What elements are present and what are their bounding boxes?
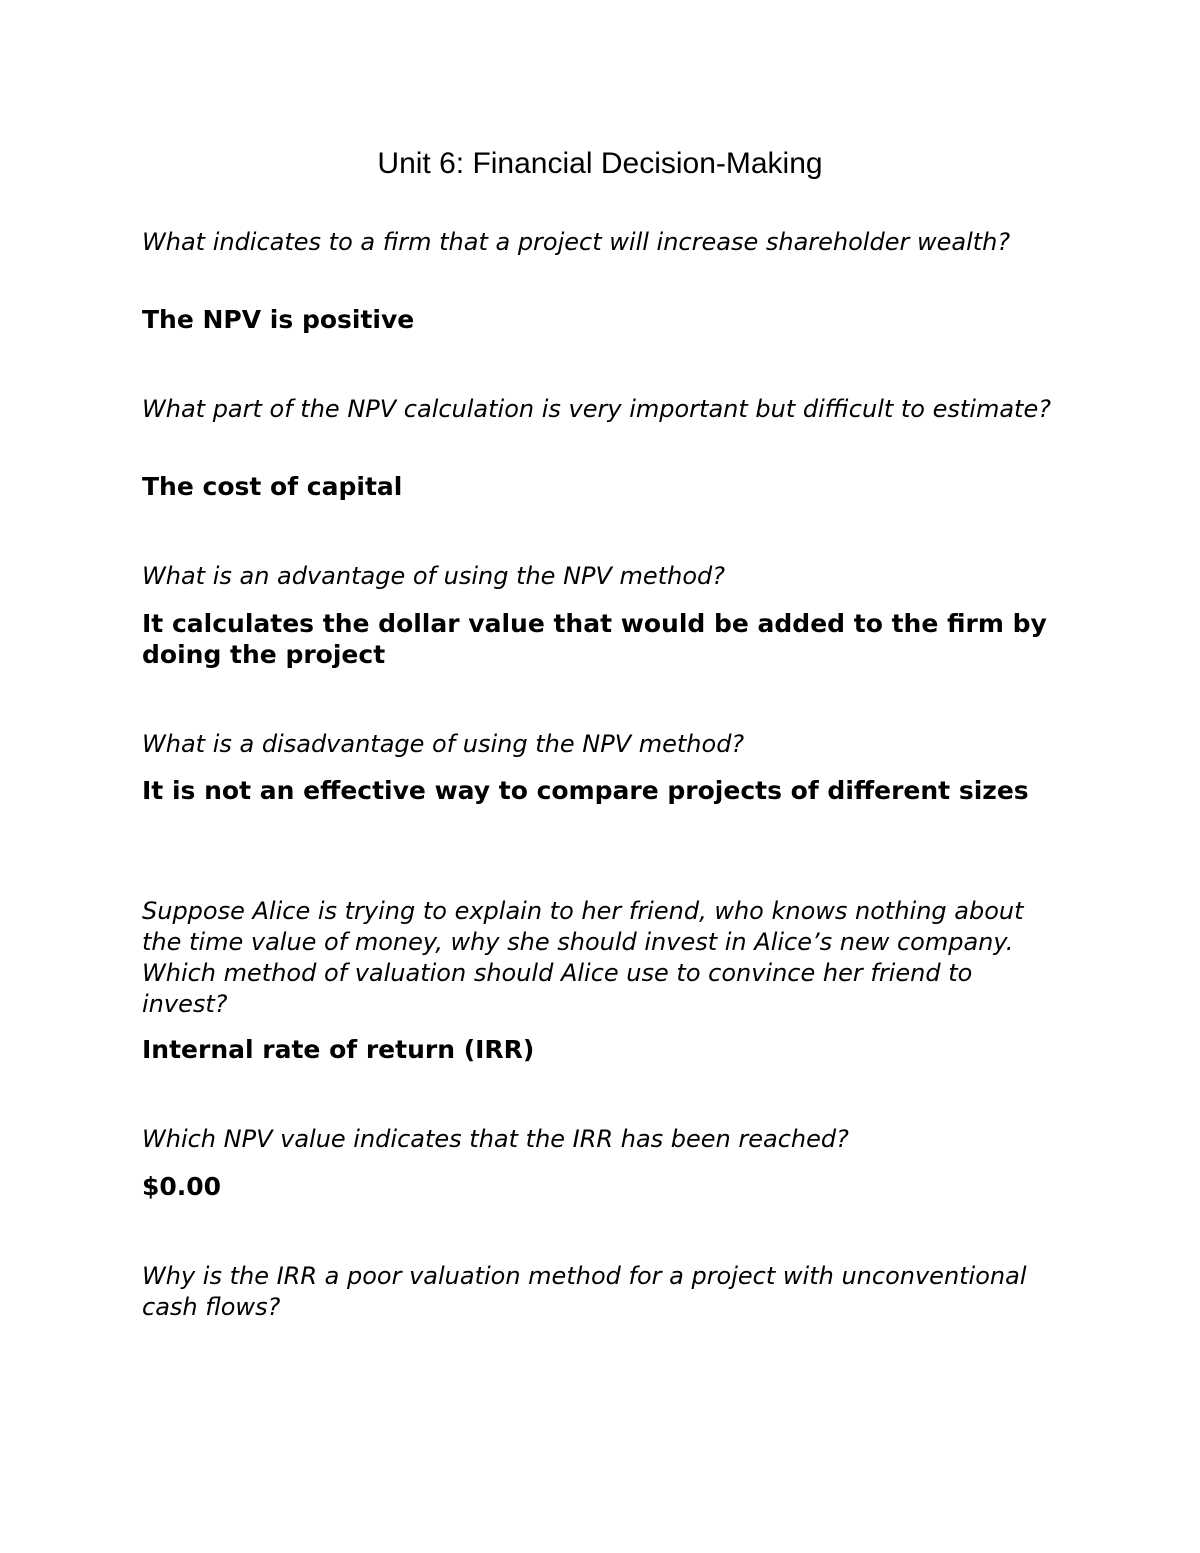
question-4: What is a disadvantage of using the NPV method? xyxy=(142,730,745,758)
question-1: What indicates to a firm that a project will increase shareholder wealth? xyxy=(142,228,1011,256)
question-5: Suppose Alice is trying to explain to her friend, who knows nothing about the time value of money, why she should invest in Alice’s new company. Which method of valuation should Alice use to convince her friend to invest? xyxy=(142,897,1024,1018)
question-7: Why is the IRR a poor valuation method for a project with unconventional cash flows? xyxy=(142,1262,1027,1321)
question-6: Which NPV value indicates that the IRR has been reached? xyxy=(142,1125,849,1153)
answer-2: The cost of capital xyxy=(142,472,403,501)
page-title: Unit 6: Financial Decision-Making xyxy=(377,147,823,180)
question-2: What part of the NPV calculation is very important but difficult to estimate? xyxy=(142,395,1051,423)
question-3: What is an advantage of using the NPV method? xyxy=(142,562,725,590)
answer-1: The NPV is positive xyxy=(142,305,415,334)
answer-3: It calculates the dollar value that would be added to the firm by doing the project xyxy=(142,609,1047,669)
answer-4: It is not an effective way to compare projects of different sizes xyxy=(142,776,1029,805)
answer-5: Internal rate of return (IRR) xyxy=(142,1035,535,1064)
answer-6: $0.00 xyxy=(142,1172,222,1201)
